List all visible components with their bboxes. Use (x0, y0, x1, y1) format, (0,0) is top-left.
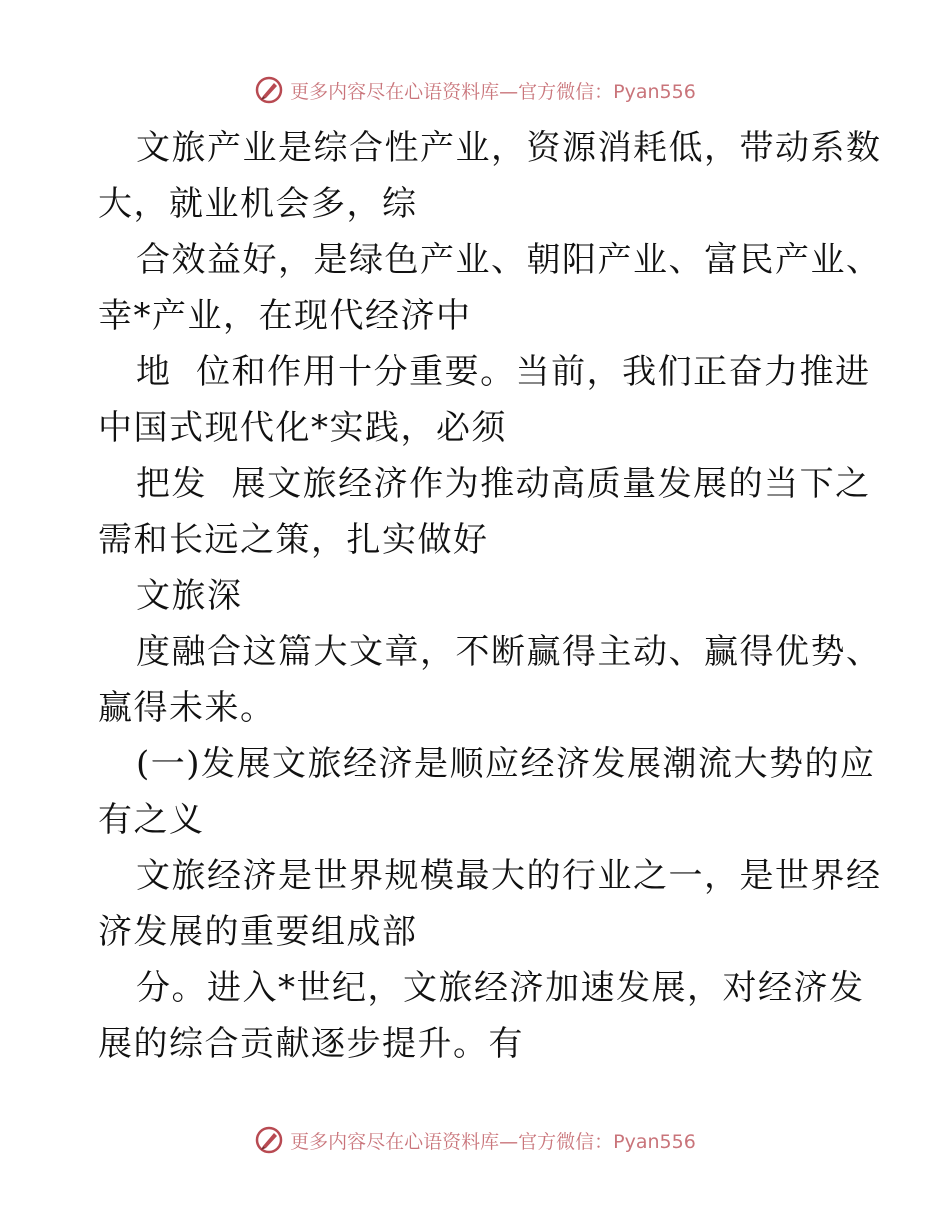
text-line: 赢得未来。 (98, 688, 276, 728)
text-line: 济发展的重要组成部 (98, 912, 418, 952)
text-line: 有之义 (98, 800, 205, 840)
text-line: 合效益好，是绿色产业、朝阳产业、富民产业、 (136, 240, 882, 280)
text-line: 中国式现代化*实践，必须 (98, 408, 507, 448)
section-heading: (一)发展文旅经济是顺应经济发展潮流大势的应 (136, 744, 876, 784)
watermark-text: 更多内容尽在心语资料库—官方微信：Pyan556 (290, 1130, 696, 1153)
text-line: 地 位和作用十分重要。当前，我们正奋力推进 (136, 352, 871, 392)
text-line: 大，就业机会多，综 (98, 184, 418, 224)
text-line: 展的综合贡献逐步提升。有 (98, 1024, 524, 1064)
text-line: 分。进入*世纪，文旅经济加速发展，对经济发 (136, 968, 865, 1008)
text-line: 文旅深 (136, 576, 243, 616)
text-line: 文旅产业是综合性产业，资源消耗低，带动系数 (136, 128, 882, 168)
document-body (98, 120, 882, 1072)
pen-logo-icon (254, 1125, 284, 1155)
text-line: 文旅经济是世界规模最大的行业之一，是世界经 (136, 856, 882, 896)
watermark-footer (0, 1120, 950, 1160)
text-line: 幸*产业，在现代经济中 (98, 296, 472, 336)
text-line: 把发 展文旅经济作为推动高质量发展的当下之 (136, 464, 871, 504)
watermark-header (0, 70, 950, 110)
watermark-text: 更多内容尽在心语资料库—官方微信：Pyan556 (290, 80, 696, 103)
text-line: 需和长远之策，扎实做好 (98, 520, 489, 560)
pen-logo-icon (254, 75, 284, 105)
text-line: 度融合这篇大文章，不断赢得主动、赢得优势、 (136, 632, 882, 672)
